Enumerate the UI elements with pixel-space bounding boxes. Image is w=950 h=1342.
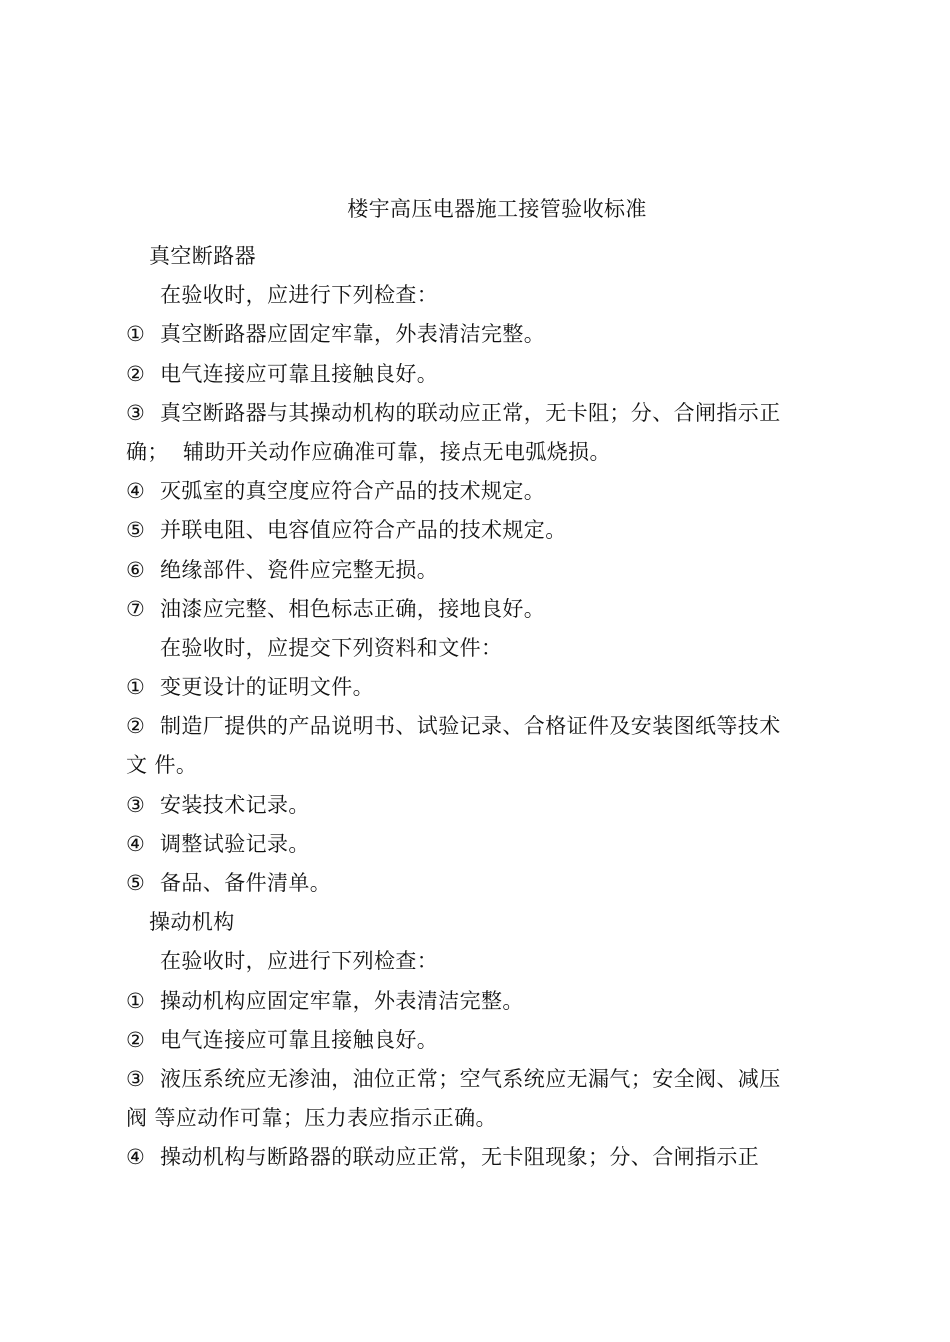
item-number: ② <box>126 714 146 739</box>
section-heading: 真空断路器 <box>149 244 256 268</box>
list-item <box>126 1138 806 1177</box>
continuation-line: 确； 辅助开关动作应确准可靠，接点无电弧烧损。 <box>126 439 611 464</box>
item-number: ② <box>126 1027 146 1052</box>
item-text: 真空断路器应固定牢靠，外表清洁完整。 <box>160 322 546 347</box>
list-item <box>126 1021 806 1060</box>
item-number: ④ <box>126 831 146 856</box>
item-number: ⑤ <box>126 871 146 895</box>
item-text: 油漆应完整、相色标志正确，接地良好。 <box>160 596 546 621</box>
intro-line: 在验收时，应提交下列资料和文件： <box>160 635 503 660</box>
item-number: ③ <box>126 400 146 425</box>
list-item <box>126 864 806 903</box>
item-text: 电气连接应可靠且接触良好。 <box>160 361 439 386</box>
document-title: 楼宇高压电器施工接管验收标准 <box>347 197 647 221</box>
list-item <box>126 511 806 550</box>
item-number: ③ <box>126 792 146 817</box>
item-number: ⑤ <box>126 518 146 543</box>
item-text: 备品、备件清单。 <box>160 871 332 895</box>
item-number: ① <box>126 988 146 1013</box>
item-text: 灭弧室的真空度应符合产品的技术规定。 <box>160 479 546 504</box>
item-text: 制造厂提供的产品说明书、试验记录、合格证件及安装图纸等技术 <box>160 714 781 739</box>
list-item <box>126 355 806 394</box>
item-number: ⑦ <box>126 596 146 621</box>
document-body <box>126 190 806 1178</box>
item-number: ① <box>126 675 146 700</box>
item-text: 并联电阻、电容值应符合产品的技术规定。 <box>160 518 567 543</box>
item-number: ③ <box>126 1066 146 1091</box>
item-text: 绝缘部件、瓷件应完整无损。 <box>160 557 439 582</box>
item-text: 操动机构与断路器的联动应正常，无卡阻现象；分、合闸指示正 <box>160 1145 760 1170</box>
item-number: ④ <box>126 1145 146 1170</box>
item-text: 安装技术记录。 <box>160 792 310 817</box>
list-item <box>126 590 806 629</box>
item-text: 电气连接应可靠且接触良好。 <box>160 1027 439 1052</box>
list-item <box>126 786 806 825</box>
continuation-line: 阀 等应动作可靠；压力表应指示正确。 <box>126 1106 497 1131</box>
list-item <box>126 551 806 590</box>
item-text: 液压系统应无渗油，油位正常；空气系统应无漏气；安全阀、减压 <box>160 1066 781 1091</box>
list-item <box>126 394 806 433</box>
item-text: 变更设计的证明文件。 <box>160 675 374 700</box>
list-item <box>126 707 806 746</box>
item-number: ② <box>126 361 146 386</box>
item-number: ④ <box>126 479 146 504</box>
list-item <box>126 825 806 864</box>
list-item <box>126 1060 806 1099</box>
continuation-line: 文 件。 <box>126 753 198 778</box>
item-text: 调整试验记录。 <box>160 831 310 856</box>
item-number: ⑥ <box>126 557 146 582</box>
item-text: 操动机构应固定牢靠，外表清洁完整。 <box>160 988 524 1013</box>
list-item <box>126 668 806 707</box>
item-number: ① <box>126 322 146 347</box>
intro-line: 在验收时，应进行下列检查： <box>160 283 439 308</box>
list-item <box>126 315 806 354</box>
section-heading: 操动机构 <box>149 910 235 935</box>
list-item <box>126 982 806 1021</box>
intro-line: 在验收时，应进行下列检查： <box>160 949 439 974</box>
item-text: 真空断路器与其操动机构的联动应正常，无卡阻；分、合闸指示正 <box>160 400 781 425</box>
list-item <box>126 472 806 511</box>
